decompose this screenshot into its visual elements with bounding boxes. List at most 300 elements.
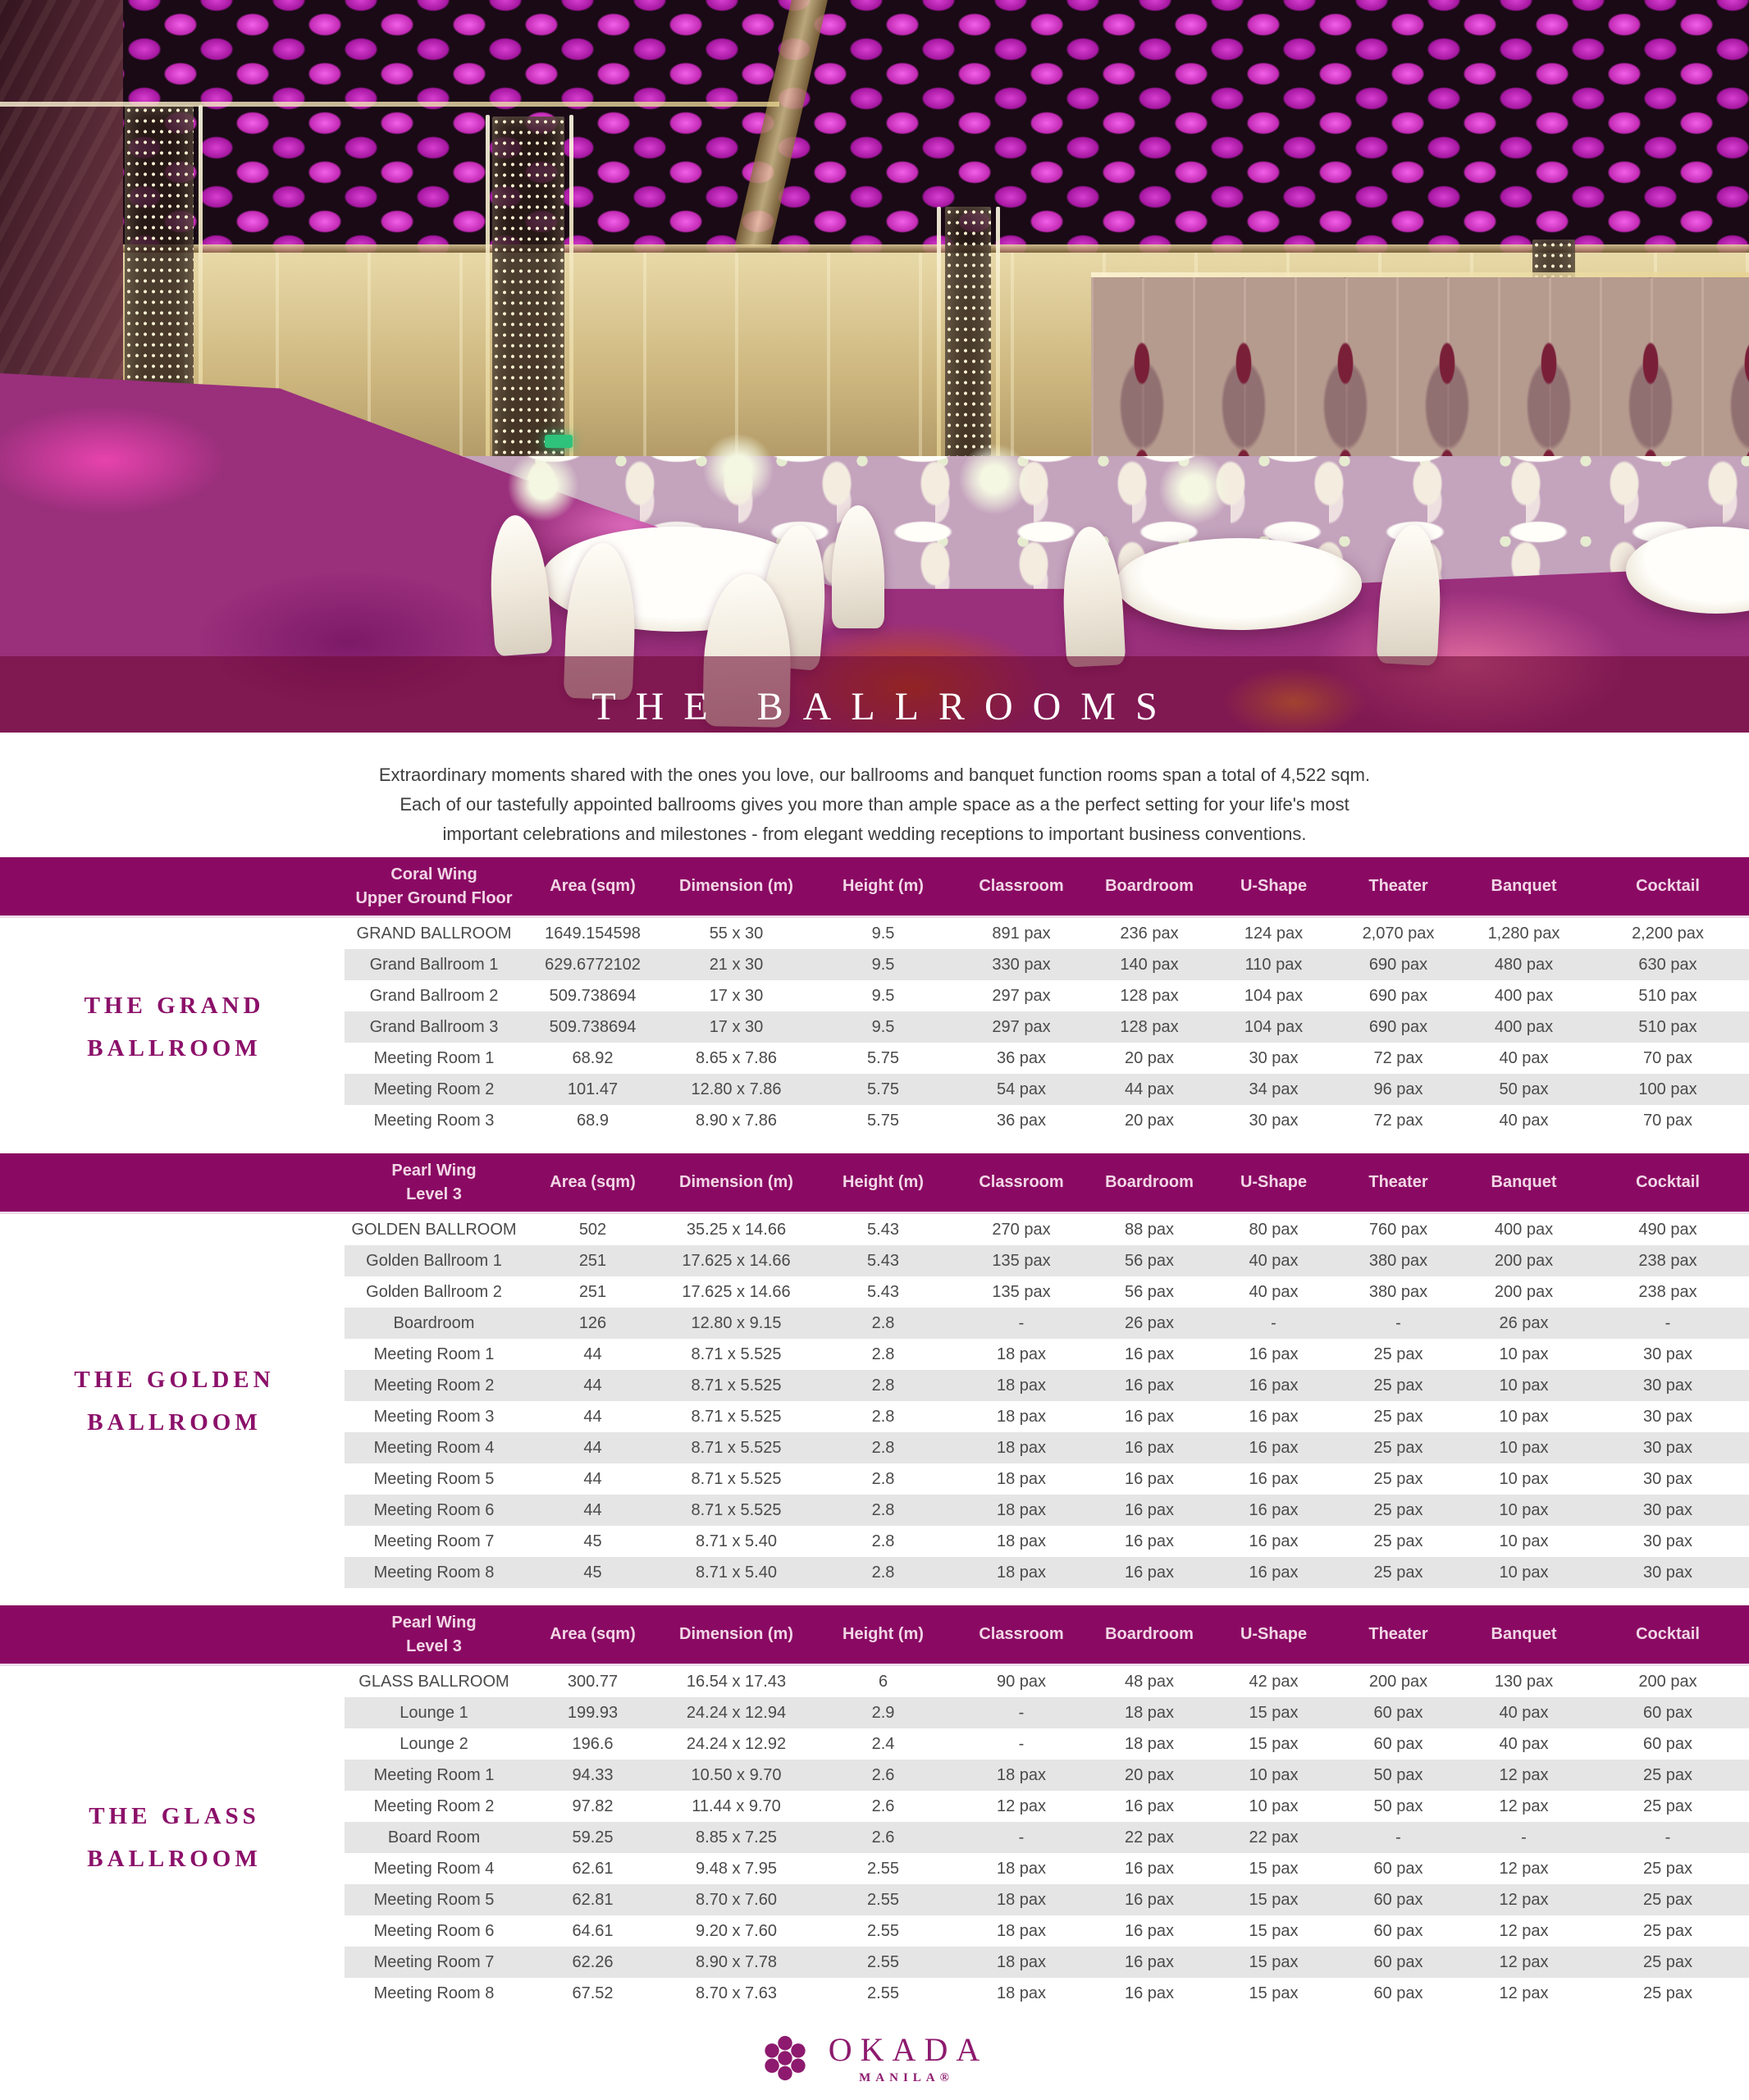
room-name-cell: GRAND BALLROOM	[356, 924, 512, 943]
header-columns	[345, 1605, 1749, 1664]
data-cell: 140 pax	[1120, 955, 1179, 974]
room-name-cell: Meeting Room 2	[373, 1080, 495, 1098]
data-cell: 2.8	[871, 1438, 895, 1457]
table-body	[0, 1666, 1749, 2009]
room-name-cell: Meeting Room 3	[373, 1111, 495, 1130]
column-header: Dimension (m)	[679, 1625, 793, 1643]
data-cell: 200 pax	[1368, 1672, 1428, 1691]
data-cell: 16 pax	[1249, 1407, 1299, 1426]
table-row	[345, 1526, 1749, 1557]
section-title-line: BALLROOM	[87, 1409, 262, 1436]
data-cell: -	[1521, 1828, 1527, 1847]
data-cell: 30 pax	[1642, 1407, 1693, 1426]
data-cell: 44 pax	[1124, 1080, 1175, 1098]
data-cell: 36 pax	[996, 1111, 1047, 1130]
data-cell: 128 pax	[1120, 1017, 1179, 1036]
data-cell: 17 x 30	[709, 1017, 764, 1036]
room-name-cell: Grand Ballroom 2	[369, 986, 499, 1005]
data-cell: 45	[583, 1563, 602, 1582]
data-cell: 104 pax	[1244, 986, 1304, 1005]
table-header	[0, 1605, 1749, 1666]
room-name-cell: Meeting Room 2	[373, 1376, 495, 1395]
room-name-cell: GOLDEN BALLROOM	[351, 1220, 517, 1239]
data-cell: 8.70 x 7.63	[696, 1984, 777, 2002]
table-row	[345, 1370, 1749, 1401]
data-cell: 16 pax	[1249, 1563, 1299, 1582]
data-cell: 18 pax	[1124, 1734, 1175, 1753]
data-cell: 104 pax	[1244, 1017, 1304, 1036]
column-header: Height (m)	[843, 1173, 924, 1191]
data-cell: 15 pax	[1249, 1703, 1299, 1722]
data-cell: 2.55	[867, 1890, 899, 1909]
data-cell: 2.55	[867, 1859, 899, 1878]
column-header: Cocktail	[1636, 877, 1700, 895]
data-cell: 2.6	[871, 1828, 895, 1847]
data-cell: 60 pax	[1373, 1859, 1423, 1878]
cornice-light-strip	[0, 102, 779, 107]
data-cell: 2.8	[871, 1313, 895, 1332]
data-cell: 15 pax	[1249, 1921, 1299, 1940]
data-cell: 60 pax	[1373, 1703, 1423, 1722]
data-cell: 1649.154598	[545, 924, 641, 943]
room-name-cell: Meeting Room 7	[373, 1532, 495, 1550]
section-title	[83, 1795, 261, 1880]
data-cell: 251	[578, 1251, 607, 1270]
data-cell: 25 pax	[1373, 1500, 1423, 1519]
data-cell: 25 pax	[1373, 1438, 1423, 1457]
table-row	[345, 1245, 1749, 1276]
data-cell: 15 pax	[1249, 1734, 1299, 1753]
data-cell: 5.75	[867, 1111, 899, 1130]
data-cell: 629.6772102	[545, 955, 641, 974]
data-cell: 126	[578, 1313, 607, 1332]
data-cell: 297 pax	[992, 986, 1051, 1005]
data-cell: 130 pax	[1494, 1672, 1554, 1691]
data-cell: 18 pax	[996, 1376, 1047, 1395]
data-cell: 1,280 pax	[1487, 924, 1560, 943]
data-cell: 25 pax	[1642, 1859, 1693, 1878]
section-title	[80, 984, 265, 1070]
data-cell: 26 pax	[1124, 1313, 1175, 1332]
room-name-cell: Meeting Room 8	[373, 1563, 495, 1582]
column-header: Height (m)	[843, 1625, 924, 1643]
data-cell: 54 pax	[996, 1080, 1047, 1098]
ceiling-cornice	[0, 244, 1749, 253]
data-cell: 11.44 x 9.70	[692, 1796, 781, 1815]
ballroom-section-glass	[0, 1605, 1749, 2009]
column-header: Boardroom	[1105, 1625, 1194, 1643]
intro-line: Extraordinary moments shared with the ones you love, our ballrooms and banquet function rooms span a total of 4,522 sqm.	[378, 765, 1371, 785]
table-rows	[345, 1666, 1749, 2009]
data-cell: 44	[583, 1469, 602, 1488]
data-cell: 2.8	[871, 1563, 895, 1582]
data-cell: 62.81	[572, 1890, 614, 1909]
data-cell: 16 pax	[1124, 1984, 1175, 2002]
data-cell: 270 pax	[992, 1220, 1051, 1239]
column-header: Classroom	[979, 1173, 1064, 1191]
data-cell: 238 pax	[1638, 1282, 1697, 1301]
data-cell: 2.55	[867, 1952, 899, 1971]
room-name-cell: Meeting Room 6	[373, 1921, 495, 1940]
data-cell: 25 pax	[1373, 1407, 1423, 1426]
data-cell: 9.48 x 7.95	[696, 1859, 777, 1878]
intro-line: important celebrations and milestones - from elegant wedding receptions to important business conventions.	[442, 824, 1307, 844]
data-cell: 30 pax	[1249, 1111, 1299, 1130]
data-cell: 5.75	[867, 1080, 899, 1098]
data-cell: 200 pax	[1494, 1282, 1554, 1301]
data-cell: 8.85 x 7.25	[696, 1828, 777, 1847]
data-cell: 380 pax	[1368, 1282, 1428, 1301]
table-row	[345, 1666, 1749, 1697]
data-cell: 90 pax	[996, 1672, 1047, 1691]
data-cell: 9.20 x 7.60	[696, 1921, 777, 1940]
data-cell: 10 pax	[1249, 1765, 1299, 1784]
hero-ballroom-photo	[0, 0, 1749, 733]
data-cell: 30 pax	[1642, 1344, 1693, 1363]
data-cell: 10 pax	[1249, 1796, 1299, 1815]
data-cell: 40 pax	[1499, 1111, 1549, 1130]
data-cell: 2.8	[871, 1344, 895, 1363]
intro-paragraph	[0, 733, 1749, 857]
table-row	[345, 1978, 1749, 2009]
data-cell: 16 pax	[1124, 1376, 1175, 1395]
data-cell: 30 pax	[1642, 1376, 1693, 1395]
column-header: Cocktail	[1636, 1173, 1700, 1191]
data-cell: 2.8	[871, 1532, 895, 1550]
data-cell: 68.92	[572, 1048, 614, 1067]
data-cell: 25 pax	[1373, 1344, 1423, 1363]
table-row	[345, 1791, 1749, 1822]
data-cell: 55 x 30	[709, 924, 764, 943]
table-row	[345, 1074, 1749, 1105]
table-header	[0, 1153, 1749, 1214]
data-cell: 12 pax	[1499, 1952, 1549, 1971]
data-cell: 36 pax	[996, 1048, 1047, 1067]
data-cell: 18 pax	[996, 1469, 1047, 1488]
data-cell: 8.71 x 5.525	[691, 1438, 782, 1457]
data-cell: 44	[583, 1344, 602, 1363]
data-cell: 42 pax	[1249, 1672, 1299, 1691]
section-title-line: THE GOLDEN	[74, 1366, 275, 1393]
wing-label-line: Pearl Wing	[391, 1613, 477, 1632]
data-cell: 8.70 x 7.60	[696, 1890, 777, 1909]
data-cell: 110 pax	[1244, 955, 1303, 974]
data-cell: 2.6	[871, 1796, 895, 1815]
room-name-cell: Grand Ballroom 3	[369, 1017, 499, 1036]
header-columns	[345, 1153, 1749, 1212]
room-name-cell: Golden Ballroom 2	[366, 1282, 502, 1301]
room-name-cell: Golden Ballroom 1	[366, 1251, 502, 1270]
data-cell: -	[1271, 1313, 1276, 1332]
wing-label	[345, 858, 523, 915]
data-cell: 2.4	[871, 1734, 895, 1753]
data-cell: 8.65 x 7.86	[696, 1048, 777, 1067]
room-name-cell: Board Room	[387, 1828, 481, 1847]
data-cell: 22 pax	[1249, 1828, 1299, 1847]
data-cell: 80 pax	[1249, 1220, 1299, 1239]
table-row	[345, 1011, 1749, 1043]
data-cell: -	[1665, 1828, 1671, 1847]
data-cell: 251	[578, 1282, 607, 1301]
column-header: Dimension (m)	[679, 1173, 793, 1191]
data-cell: 18 pax	[1124, 1703, 1175, 1722]
data-cell: 16.54 x 17.43	[686, 1672, 787, 1691]
section-title-line: THE GLASS	[89, 1802, 260, 1829]
data-cell: 16 pax	[1124, 1563, 1175, 1582]
data-cell: 40 pax	[1499, 1734, 1549, 1753]
flower-centerpiece	[702, 433, 774, 505]
data-cell: 18 pax	[996, 1765, 1047, 1784]
section-label-area	[0, 918, 345, 1136]
data-cell: 18 pax	[996, 1407, 1047, 1426]
header-spacer	[0, 1153, 345, 1212]
data-cell: 2.55	[867, 1984, 899, 2002]
column-header: U-Shape	[1240, 877, 1308, 895]
data-cell: 40 pax	[1249, 1251, 1299, 1270]
column-header: Theater	[1368, 1173, 1428, 1191]
data-cell: 96 pax	[1373, 1080, 1423, 1098]
room-name-cell: Lounge 1	[400, 1703, 468, 1722]
data-cell: 10 pax	[1499, 1438, 1549, 1457]
flower-centerpiece	[958, 443, 1030, 515]
data-cell: 196.6	[572, 1734, 614, 1753]
room-name-cell: GLASS BALLROOM	[358, 1672, 509, 1691]
table-row	[345, 1853, 1749, 1884]
data-cell: 6	[878, 1672, 888, 1691]
footer	[0, 2030, 1749, 2085]
data-cell: 72 pax	[1373, 1048, 1423, 1067]
data-cell: 30 pax	[1642, 1500, 1693, 1519]
data-cell: 9.5	[871, 955, 895, 974]
data-cell: 18 pax	[996, 1500, 1047, 1519]
column-header: Theater	[1368, 877, 1428, 895]
section-title-line: BALLROOM	[87, 1035, 262, 1061]
data-cell: 12 pax	[1499, 1921, 1549, 1940]
data-cell: 44	[583, 1500, 602, 1519]
data-cell: 60 pax	[1642, 1703, 1693, 1722]
data-cell: 44	[583, 1376, 602, 1395]
data-cell: 12 pax	[996, 1796, 1047, 1815]
data-cell: 40 pax	[1499, 1048, 1549, 1067]
ballroom-section-grand	[0, 857, 1749, 1136]
room-name-cell: Meeting Room 5	[373, 1890, 495, 1909]
room-name-cell: Meeting Room 1	[373, 1048, 495, 1067]
data-cell: 10 pax	[1499, 1407, 1549, 1426]
data-cell: 70 pax	[1642, 1048, 1693, 1067]
data-cell: 25 pax	[1642, 1796, 1693, 1815]
ballroom-section-golden	[0, 1153, 1749, 1588]
data-cell: 100 pax	[1638, 1080, 1697, 1098]
room-name-cell: Meeting Room 1	[373, 1765, 495, 1784]
data-cell: -	[1018, 1703, 1025, 1722]
data-cell: 2,200 pax	[1632, 924, 1704, 943]
flower-centerpiece	[1158, 453, 1231, 525]
data-cell: 16 pax	[1249, 1376, 1299, 1395]
room-name-cell: Meeting Room 1	[373, 1344, 495, 1363]
section-title-line: BALLROOM	[87, 1846, 262, 1872]
data-cell: 16 pax	[1124, 1469, 1175, 1488]
table-row	[345, 1697, 1749, 1728]
table-row	[345, 1401, 1749, 1432]
data-cell: 25 pax	[1373, 1469, 1423, 1488]
column-header: Banquet	[1491, 877, 1557, 895]
data-cell: 16 pax	[1124, 1500, 1175, 1519]
table-row	[345, 1947, 1749, 1978]
data-cell: 18 pax	[996, 1532, 1047, 1550]
data-cell: 12 pax	[1499, 1796, 1549, 1815]
data-cell: 97.82	[572, 1796, 614, 1815]
data-cell: 400 pax	[1494, 1017, 1554, 1036]
wing-label-line: Pearl Wing	[391, 1161, 477, 1180]
data-cell: 45	[583, 1532, 602, 1550]
table-row	[345, 1463, 1749, 1495]
data-cell: 8.71 x 5.525	[691, 1500, 782, 1519]
column-header: Banquet	[1491, 1625, 1557, 1643]
column-header: Area (sqm)	[550, 877, 636, 895]
data-cell: 12 pax	[1499, 1765, 1549, 1784]
data-cell: 64.61	[572, 1921, 614, 1940]
data-cell: 16 pax	[1124, 1859, 1175, 1878]
data-cell: 2.8	[871, 1407, 895, 1426]
data-cell: 238 pax	[1638, 1251, 1697, 1270]
data-cell: 25 pax	[1373, 1376, 1423, 1395]
data-cell: 18 pax	[996, 1344, 1047, 1363]
data-cell: 12.80 x 9.15	[691, 1313, 782, 1332]
data-cell: 21 x 30	[709, 955, 764, 974]
data-cell: 16 pax	[1249, 1438, 1299, 1457]
data-cell: 10 pax	[1499, 1532, 1549, 1550]
data-cell: 200 pax	[1638, 1672, 1697, 1691]
data-cell: -	[1018, 1313, 1025, 1332]
data-cell: 2.9	[871, 1703, 895, 1722]
header-columns	[345, 857, 1749, 915]
data-cell: 8.90 x 7.78	[696, 1952, 777, 1971]
table-row	[345, 1557, 1749, 1588]
data-cell: 50 pax	[1373, 1765, 1423, 1784]
data-cell: 24.24 x 12.94	[686, 1703, 787, 1722]
wing-label-line: Coral Wing	[390, 865, 477, 883]
room-name-cell: Lounge 2	[400, 1734, 468, 1753]
section-title	[70, 1358, 274, 1444]
data-cell: 40 pax	[1249, 1282, 1299, 1301]
column-header: Height (m)	[843, 877, 924, 895]
data-cell: 5.75	[867, 1048, 899, 1067]
data-cell: 67.52	[572, 1984, 614, 2002]
data-cell: 25 pax	[1642, 1984, 1693, 2002]
flower-centerpiece	[507, 450, 579, 522]
data-cell: 12.80 x 7.86	[691, 1080, 782, 1098]
data-cell: 380 pax	[1368, 1251, 1428, 1270]
data-cell: 124 pax	[1244, 924, 1304, 943]
data-cell: 400 pax	[1494, 1220, 1554, 1239]
wing-label	[345, 1154, 523, 1212]
data-cell: -	[1395, 1313, 1401, 1332]
intro-line: Each of our tastefully appointed ballrooms gives you more than ample space as a the perfect setting for your life's most	[400, 794, 1349, 815]
table-row	[345, 1915, 1749, 1947]
data-cell: 8.71 x 5.525	[691, 1376, 782, 1395]
data-cell: 9.5	[871, 1017, 895, 1036]
column-header: Boardroom	[1105, 1173, 1194, 1191]
data-cell: 101.47	[567, 1080, 619, 1098]
column-header: U-Shape	[1240, 1625, 1308, 1643]
data-cell: 12 pax	[1499, 1984, 1549, 2002]
data-cell: 68.9	[577, 1111, 609, 1130]
data-cell: 17 x 30	[709, 986, 764, 1005]
data-cell: 18 pax	[996, 1984, 1047, 2002]
table-row	[345, 1105, 1749, 1136]
data-cell: 300.77	[567, 1672, 619, 1691]
data-cell: 18 pax	[996, 1921, 1047, 1940]
data-cell: 10 pax	[1499, 1376, 1549, 1395]
data-cell: 480 pax	[1494, 955, 1554, 974]
table-row	[345, 1276, 1749, 1308]
table-row	[345, 949, 1749, 980]
data-cell: 60 pax	[1373, 1952, 1423, 1971]
data-cell: 70 pax	[1642, 1111, 1693, 1130]
ceiling-petal-lights-pattern	[0, 0, 1749, 271]
data-cell: 502	[578, 1220, 607, 1239]
data-cell: 8.71 x 5.40	[696, 1563, 777, 1582]
data-cell: 10 pax	[1499, 1344, 1549, 1363]
room-name-cell: Meeting Room 4	[373, 1859, 495, 1878]
data-cell: 18 pax	[996, 1890, 1047, 1909]
data-cell: 60 pax	[1373, 1921, 1423, 1940]
data-cell: 10 pax	[1499, 1469, 1549, 1488]
data-cell: 10.50 x 9.70	[691, 1765, 782, 1784]
data-cell: 30 pax	[1642, 1469, 1693, 1488]
round-banquet-table	[1116, 538, 1362, 630]
wing-label-line: Level 3	[406, 1637, 462, 1655]
data-cell: -	[1018, 1828, 1025, 1847]
data-cell: 135 pax	[992, 1282, 1051, 1301]
data-cell: 16 pax	[1124, 1921, 1175, 1940]
data-cell: 5.43	[867, 1220, 899, 1239]
brand-subtitle: MANILA®	[859, 2071, 954, 2084]
table-body	[0, 1214, 1749, 1588]
column-header: Dimension (m)	[679, 877, 793, 895]
data-cell: 30 pax	[1642, 1563, 1693, 1582]
data-cell: 509.738694	[549, 986, 637, 1005]
header-spacer	[0, 857, 345, 915]
data-cell: 34 pax	[1249, 1080, 1299, 1098]
okada-flower-icon	[761, 2034, 809, 2082]
data-cell: 690 pax	[1368, 986, 1428, 1005]
data-cell: 690 pax	[1368, 1017, 1428, 1036]
data-cell: 2.6	[871, 1765, 895, 1784]
data-cell: 16 pax	[1124, 1407, 1175, 1426]
column-header: Cocktail	[1636, 1625, 1700, 1643]
data-cell: 2.55	[867, 1921, 899, 1940]
table-body	[0, 918, 1749, 1136]
data-cell: 8.71 x 5.525	[691, 1469, 782, 1488]
data-cell: -	[1395, 1828, 1401, 1847]
data-cell: -	[1018, 1734, 1025, 1753]
data-cell: 62.26	[572, 1952, 614, 1971]
data-cell: 25 pax	[1373, 1563, 1423, 1582]
column-header: Classroom	[979, 877, 1064, 895]
table-row	[345, 1432, 1749, 1463]
data-cell: 5.43	[867, 1282, 899, 1301]
data-cell: 25 pax	[1642, 1890, 1693, 1909]
table-row	[345, 1308, 1749, 1339]
data-cell: 10 pax	[1499, 1500, 1549, 1519]
table-row	[345, 1495, 1749, 1526]
data-cell: 30 pax	[1249, 1048, 1299, 1067]
data-cell: 17.625 x 14.66	[682, 1282, 791, 1301]
data-cell: 16 pax	[1124, 1890, 1175, 1909]
brand-name: OKADA	[828, 2031, 989, 2068]
data-cell: 62.61	[572, 1859, 614, 1878]
